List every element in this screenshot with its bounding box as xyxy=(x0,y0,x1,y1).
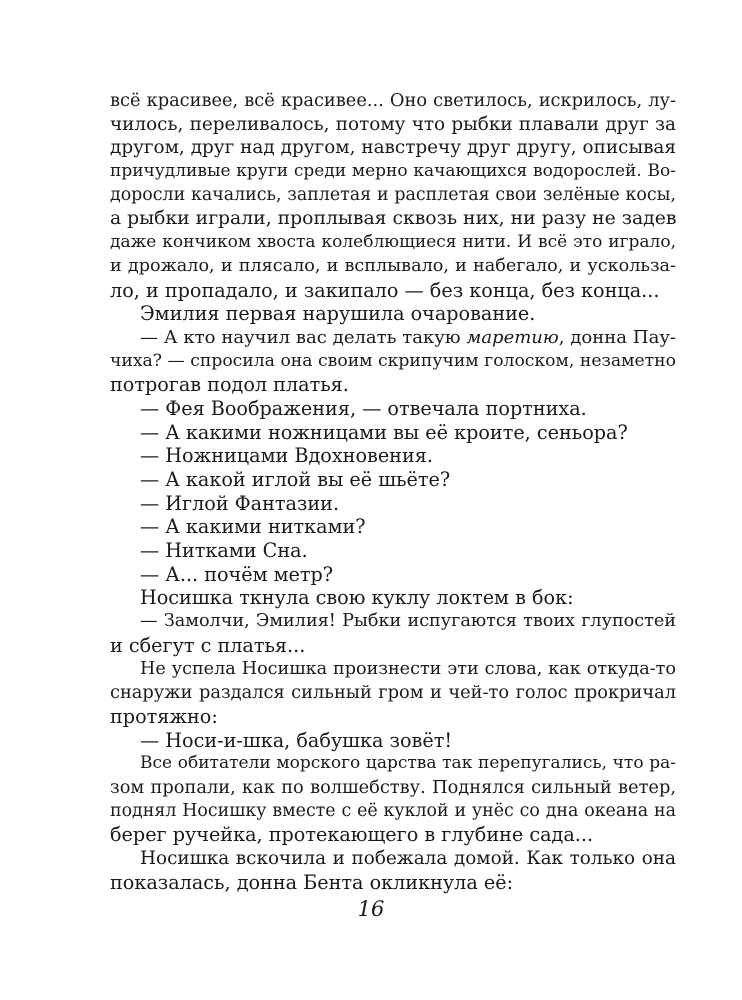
body-text xyxy=(110,89,676,894)
text-line: — Иглой Фантазии. xyxy=(140,491,340,515)
text-line: — А... почём метр? xyxy=(140,562,334,586)
text-line: ло, и пропадало, и закипало — без конца, без конца... xyxy=(110,278,660,302)
text-line: показалась, донна Бента окликнула её: xyxy=(110,870,514,894)
text-line: а рыбки играли, проплывая сквозь них, ни разу не задев xyxy=(110,208,677,230)
text-line: — А какими нитками? xyxy=(140,515,366,539)
text-line: зом пропали, как по волшебству. Поднялся сильный ветер, xyxy=(110,776,676,798)
text-line: чиха? — спросила она своим скрипучим голоском, незаметно xyxy=(110,350,676,371)
text-line: — Фея Воображения, — отвечала портниха. xyxy=(140,396,587,420)
italic-word: маретию xyxy=(466,326,559,348)
text-line: Эмилия первая нарушила очарование. xyxy=(140,302,536,326)
text-line: поднял Носишку вместе с её куклой и унёс со дна океана на xyxy=(110,800,676,821)
text-line: — Замолчи, Эмилия! Рыбки испугаются твоих глупостей xyxy=(140,611,676,632)
text-line-part: — А кто научил вас делать такую xyxy=(140,326,467,348)
page-number: 16 xyxy=(357,897,385,921)
text-line: и дрожало, и плясало, и всплывало, и набегало, и ускольза- xyxy=(110,255,676,276)
text-line: доросли качались, заплетая и расплетая свои зелёные косы, xyxy=(110,184,676,205)
text-line: даже кончиком хвоста колеблющиеся нити. И всё это играло, xyxy=(110,232,676,253)
text-line: берег ручейка, протекающего в глубине сада... xyxy=(110,823,594,847)
text-line: всё красивее, всё красивее... Оно светилось, искрилось, лу- xyxy=(110,90,676,111)
text-line: — Ножницами Вдохновения. xyxy=(140,444,433,468)
text-line: и сбегут с платья... xyxy=(110,633,306,657)
text-line: причудливые круги среди мерно качающихся водорослей. Во- xyxy=(110,161,676,182)
text-line: потрогав подол платья. xyxy=(110,373,349,397)
text-line: Не успела Носишка произнести эти слова, как откуда-то xyxy=(140,658,676,679)
text-line: Носишка ткнула свою куклу локтем в бок: xyxy=(140,586,574,610)
text-line-part: , донна Пау- xyxy=(558,326,676,348)
text-line: протяжно: xyxy=(110,704,218,728)
text-line: Носишка вскочила и побежала домой. Как только она xyxy=(140,848,676,869)
text-line: чилось, переливалось, потому что рыбки плавали друг за xyxy=(110,113,676,135)
text-line: — Нитками Сна. xyxy=(140,539,308,563)
text-line: другом, друг над другом, навстречу друг другу, описывая xyxy=(110,137,676,159)
text-line xyxy=(110,326,676,350)
text-line: — Носи-и-шка, бабушка зовёт! xyxy=(140,728,453,752)
text-line: — А какой иглой вы её шьёте? xyxy=(140,468,451,491)
text-line: — А какими ножницами вы её кроите, сеньора? xyxy=(140,420,628,444)
text-line: снаружи раздался сильный гром и чей-то голос прокричал xyxy=(110,682,676,704)
text-line: Все обитатели морского царства так перепугались, что ра- xyxy=(140,753,676,774)
